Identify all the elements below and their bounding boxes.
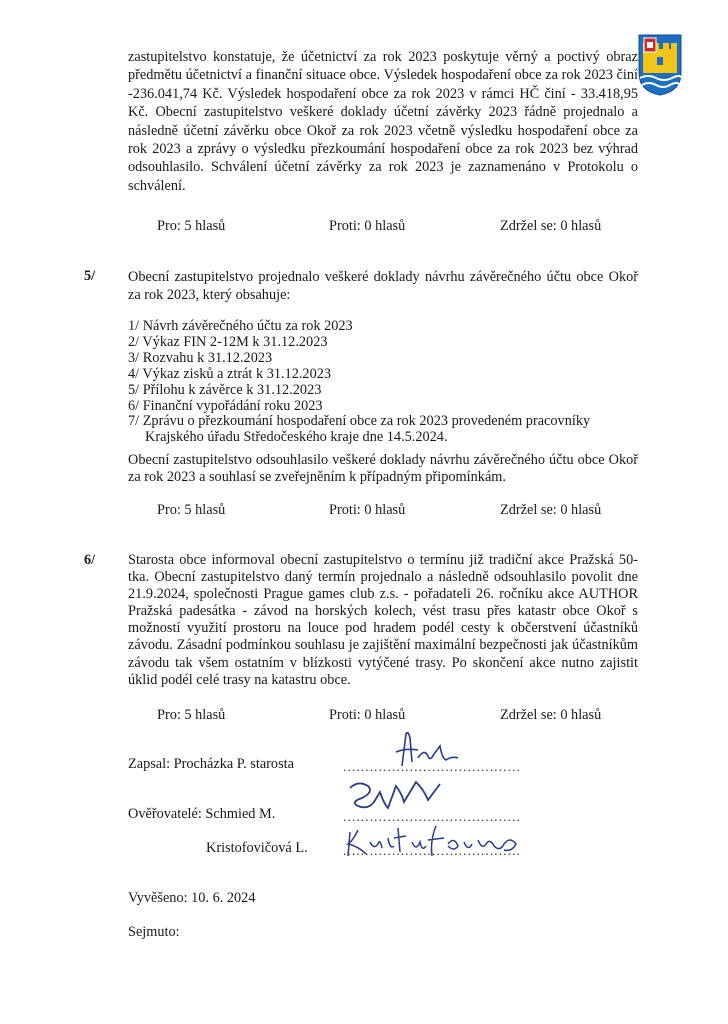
item-number-6: 6/ (84, 552, 96, 568)
votes-proti: Proti: 0 hlasů (329, 218, 406, 234)
list-item: 7/ Zprávu o přezkoumání hospodaření obce za rok 2023 provedeném pracovníky Krajského úřadu Středočeského kraje dne 14.5.2024. (128, 413, 591, 446)
municipal-coat-of-arms-logo (636, 33, 684, 97)
item5-intro: Obecní zastupitelstvo projednalo veškeré doklady návrhu závěrečného účtu obce Okoř za rok 2023, který obsahuje: (128, 269, 638, 304)
votes-zdrzel: Zdržel se: 0 hlasů (500, 502, 602, 518)
item-number-5: 5/ (84, 268, 96, 284)
handwritten-signature-verifier-2 (344, 822, 529, 862)
list-item: 2/ Výkaz FIN 2-12M k 31.12.2023 (128, 333, 328, 350)
list-item: 5/ Přílohu k závěrce k 31.12.2023 (128, 381, 322, 398)
signature-line-verifier-1: ........................................ (343, 809, 521, 824)
votes-pro: Pro: 5 hlasů (157, 707, 226, 723)
list-item: 1/ Návrh závěrečného účtu za rok 2023 (128, 318, 353, 334)
item5-document-list (128, 319, 648, 446)
recorded-by-label: Zapsal: Procházka P. starosta (128, 756, 294, 772)
signature-line-verifier-2: ........................................ (343, 843, 521, 858)
votes-pro: Pro: 5 hlasů (157, 218, 226, 234)
list-item: 3/ Rozvahu k 31.12.2023 (128, 349, 273, 366)
verifiers-label: Ověřovatelé: Schmied M. (128, 806, 276, 822)
votes-proti: Proti: 0 hlasů (329, 502, 406, 518)
list-item: 6/ Finanční vypořádání roku 2023 (128, 397, 323, 414)
vote-result-continuation (157, 218, 627, 236)
votes-zdrzel: Zdržel se: 0 hlasů (500, 707, 602, 723)
removed-date-label: Sejmuto: (128, 924, 180, 940)
continuation-paragraph: zastupitelstvo konstatuje, že účetnictví za rok 2023 poskytuje věrný a poctivý obraz předmětu účetnictví a finanční situace obce. Výsledek hospodaření obce za rok 2023 činí -236.041,74 Kč. Výsledek hospodaření obce za rok 2023 v rámci HČ činí - 33.418,95 Kč. Obecní zastupitelstvo veškeré doklady účetní závěrky 2023 řádně projednalo a následně účetní závěrku obce Okoř za rok 2023 včetně výsledku hospodaření obce za rok 2023 a zprávy o výsledku přezkoumání hospodaření obce za rok 2023 bez výhrad odsouhlasilo. Schválení účetní závěrky za rok 2023 je zaznamenáno v Protokolu o schválení. (128, 49, 638, 194)
handwritten-signature-verifier-1 (344, 776, 454, 818)
votes-proti: Proti: 0 hlasů (329, 707, 406, 723)
item6-text: Starosta obce informoval obecní zastupitelstvo o termínu již tradiční akce Pražská 50-tka. Obecní zastupitelstvo daný termín projednalo a následně odsouhlasilo povolit dne 21.9.2024, společnosti Prague games club z.s. - pořadateli 26. ročníku akce AUTHOR Pražská padesátka - závod na horských kolech, vést trasu přes katastr obce Okoř s možností využití prostoru na louce pod hradem podél cesty k občerstvení účastníků závodu. Zásadní podmínkou souhlasu je zajištění maximální bezpečnosti jak účastníkům závodu tak všem ostatním v blízkosti vytýčené trasy. Po skončení akce nutno zajistit úklid podél celé trasy na katastru obce. (128, 552, 638, 688)
signature-line-recorder: ........................................ (343, 759, 521, 774)
item5-conclusion: Obecní zastupitelstvo odsouhlasilo veškeré doklady návrhu závěrečného účtu obce Okoř za rok 2023 a souhlasí se zveřejněním k případným připomínkám. (128, 452, 638, 485)
posted-date: Vyvěšeno: 10. 6. 2024 (128, 890, 256, 906)
second-verifier-name: Kristofovičová L. (206, 840, 308, 856)
handwritten-signature-recorder (388, 728, 468, 772)
vote-result-item5 (157, 502, 627, 520)
votes-pro: Pro: 5 hlasů (157, 502, 226, 518)
list-item: 4/ Výkaz zisků a ztrát k 31.12.2023 (128, 365, 332, 382)
votes-zdrzel: Zdržel se: 0 hlasů (500, 218, 602, 234)
vote-result-item6 (157, 707, 627, 725)
